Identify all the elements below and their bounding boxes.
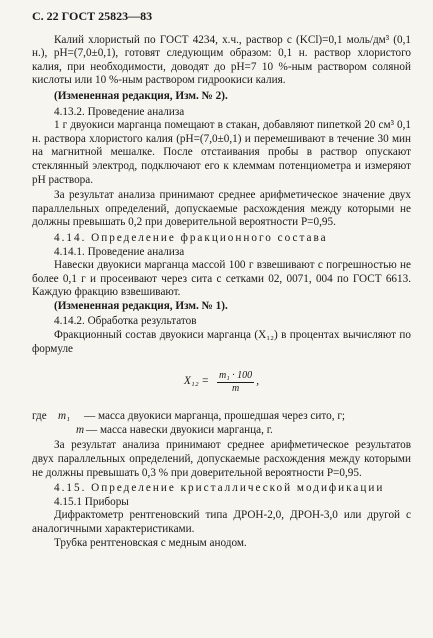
- where-label: где: [32, 410, 47, 423]
- edit-note-2: (Измененная редакция, Изм. № 2).: [54, 89, 228, 102]
- page-header: С. 22 ГОСТ 25823—83: [32, 9, 153, 23]
- section-4-14-1: 4.14.1. Проведение анализа: [54, 245, 185, 258]
- formula-lhs: X₁₂ =: [184, 375, 209, 388]
- section-4-14-2: 4.14.2. Обработка результатов: [54, 315, 197, 328]
- paragraph-procedure: 1 г двуокиси марганца помещают в стакан, добавляют пипеткой 20 см³ 0,1 н. раствора хлористого калия (рН=(7,0±0,1) и перемешивают в течение 30 мин на магнитной мешалке. После отстаивания пробы в раствор опускают стеклянный электрод, подключают его к клеммам потенциометра и измеряют рН раствора.: [32, 119, 411, 186]
- formula-x12: [32, 360, 411, 404]
- formula-tail: ,: [256, 375, 259, 388]
- paragraph-result-fraction: За результат анализа принимают среднее арифметическое результатов двух параллельных определений, допускаемые расхождения между которыми не должны превышать 0,3 % при доверительной вероятности Р=0,95.: [32, 439, 411, 479]
- paragraph-sieving: Навески двуокиси марганца массой 100 г взвешивают с погрешностью не более 0,1 г и просеивают через сита с сетками 02, 0071, 004 по ГОСТ 6613. Каждую фракцию взвешивают.: [32, 259, 411, 299]
- where-row-2: [32, 424, 411, 438]
- where-row-1: [32, 410, 411, 424]
- where2-symbol: m: [76, 423, 85, 436]
- section-4-13-2: 4.13.2. Проведение анализа: [54, 105, 185, 118]
- paragraph-xray-tube: Трубка рентгеновская с медным анодом.: [54, 536, 247, 549]
- section-4-14: 4.14. Определение фракционного состава: [54, 231, 328, 244]
- edit-note-1: (Измененная редакция, Изм. № 1).: [54, 299, 228, 312]
- formula-numerator: m₁ · 100: [218, 369, 253, 381]
- paragraph-reagent: Калий хлористый по ГОСТ 4234, х.ч., раствор с (KCl)=0,1 моль/дм³ (0,1 н.), рН=(7,0±0,1), готовят следующим образом: 0,1 н. раствор хлористого калия, при необходимости, доводят до рН=7 10 %-ным раствором соляной кислоты или 10 %-ным раствором гидроокиси калия.: [32, 33, 411, 87]
- where2-text: — масса навески двуокиси марганца, г.: [86, 423, 273, 436]
- paragraph-diffractometer: Дифрактометр рентгеновский типа ДРОН-2,0, ДРОН-3,0 или другой с аналогичными характеристиками.: [32, 509, 411, 535]
- where1-symbol: m₁: [58, 410, 70, 423]
- formula-denominator: m: [231, 382, 240, 394]
- formula-fraction: [217, 370, 254, 395]
- section-4-15-1: 4.15.1 Приборы: [54, 495, 129, 508]
- paragraph-formula-intro: Фракционный состав двуокиси марганца (X₁₂) в процентах вычисляют по формуле: [32, 329, 411, 355]
- where1-text: — масса двуокиси марганца, прошедшая через сито, г;: [84, 410, 346, 423]
- where-spacer: [32, 424, 76, 438]
- paragraph-result-ph: За результат анализа принимают среднее арифметическое значение двух параллельных определений, допускаемые расхождения между которыми не должны превышать 0,2 при доверительной вероятности Р=0,95.: [32, 189, 411, 229]
- section-4-15: 4.15. Определение кристаллической модификации: [54, 482, 385, 495]
